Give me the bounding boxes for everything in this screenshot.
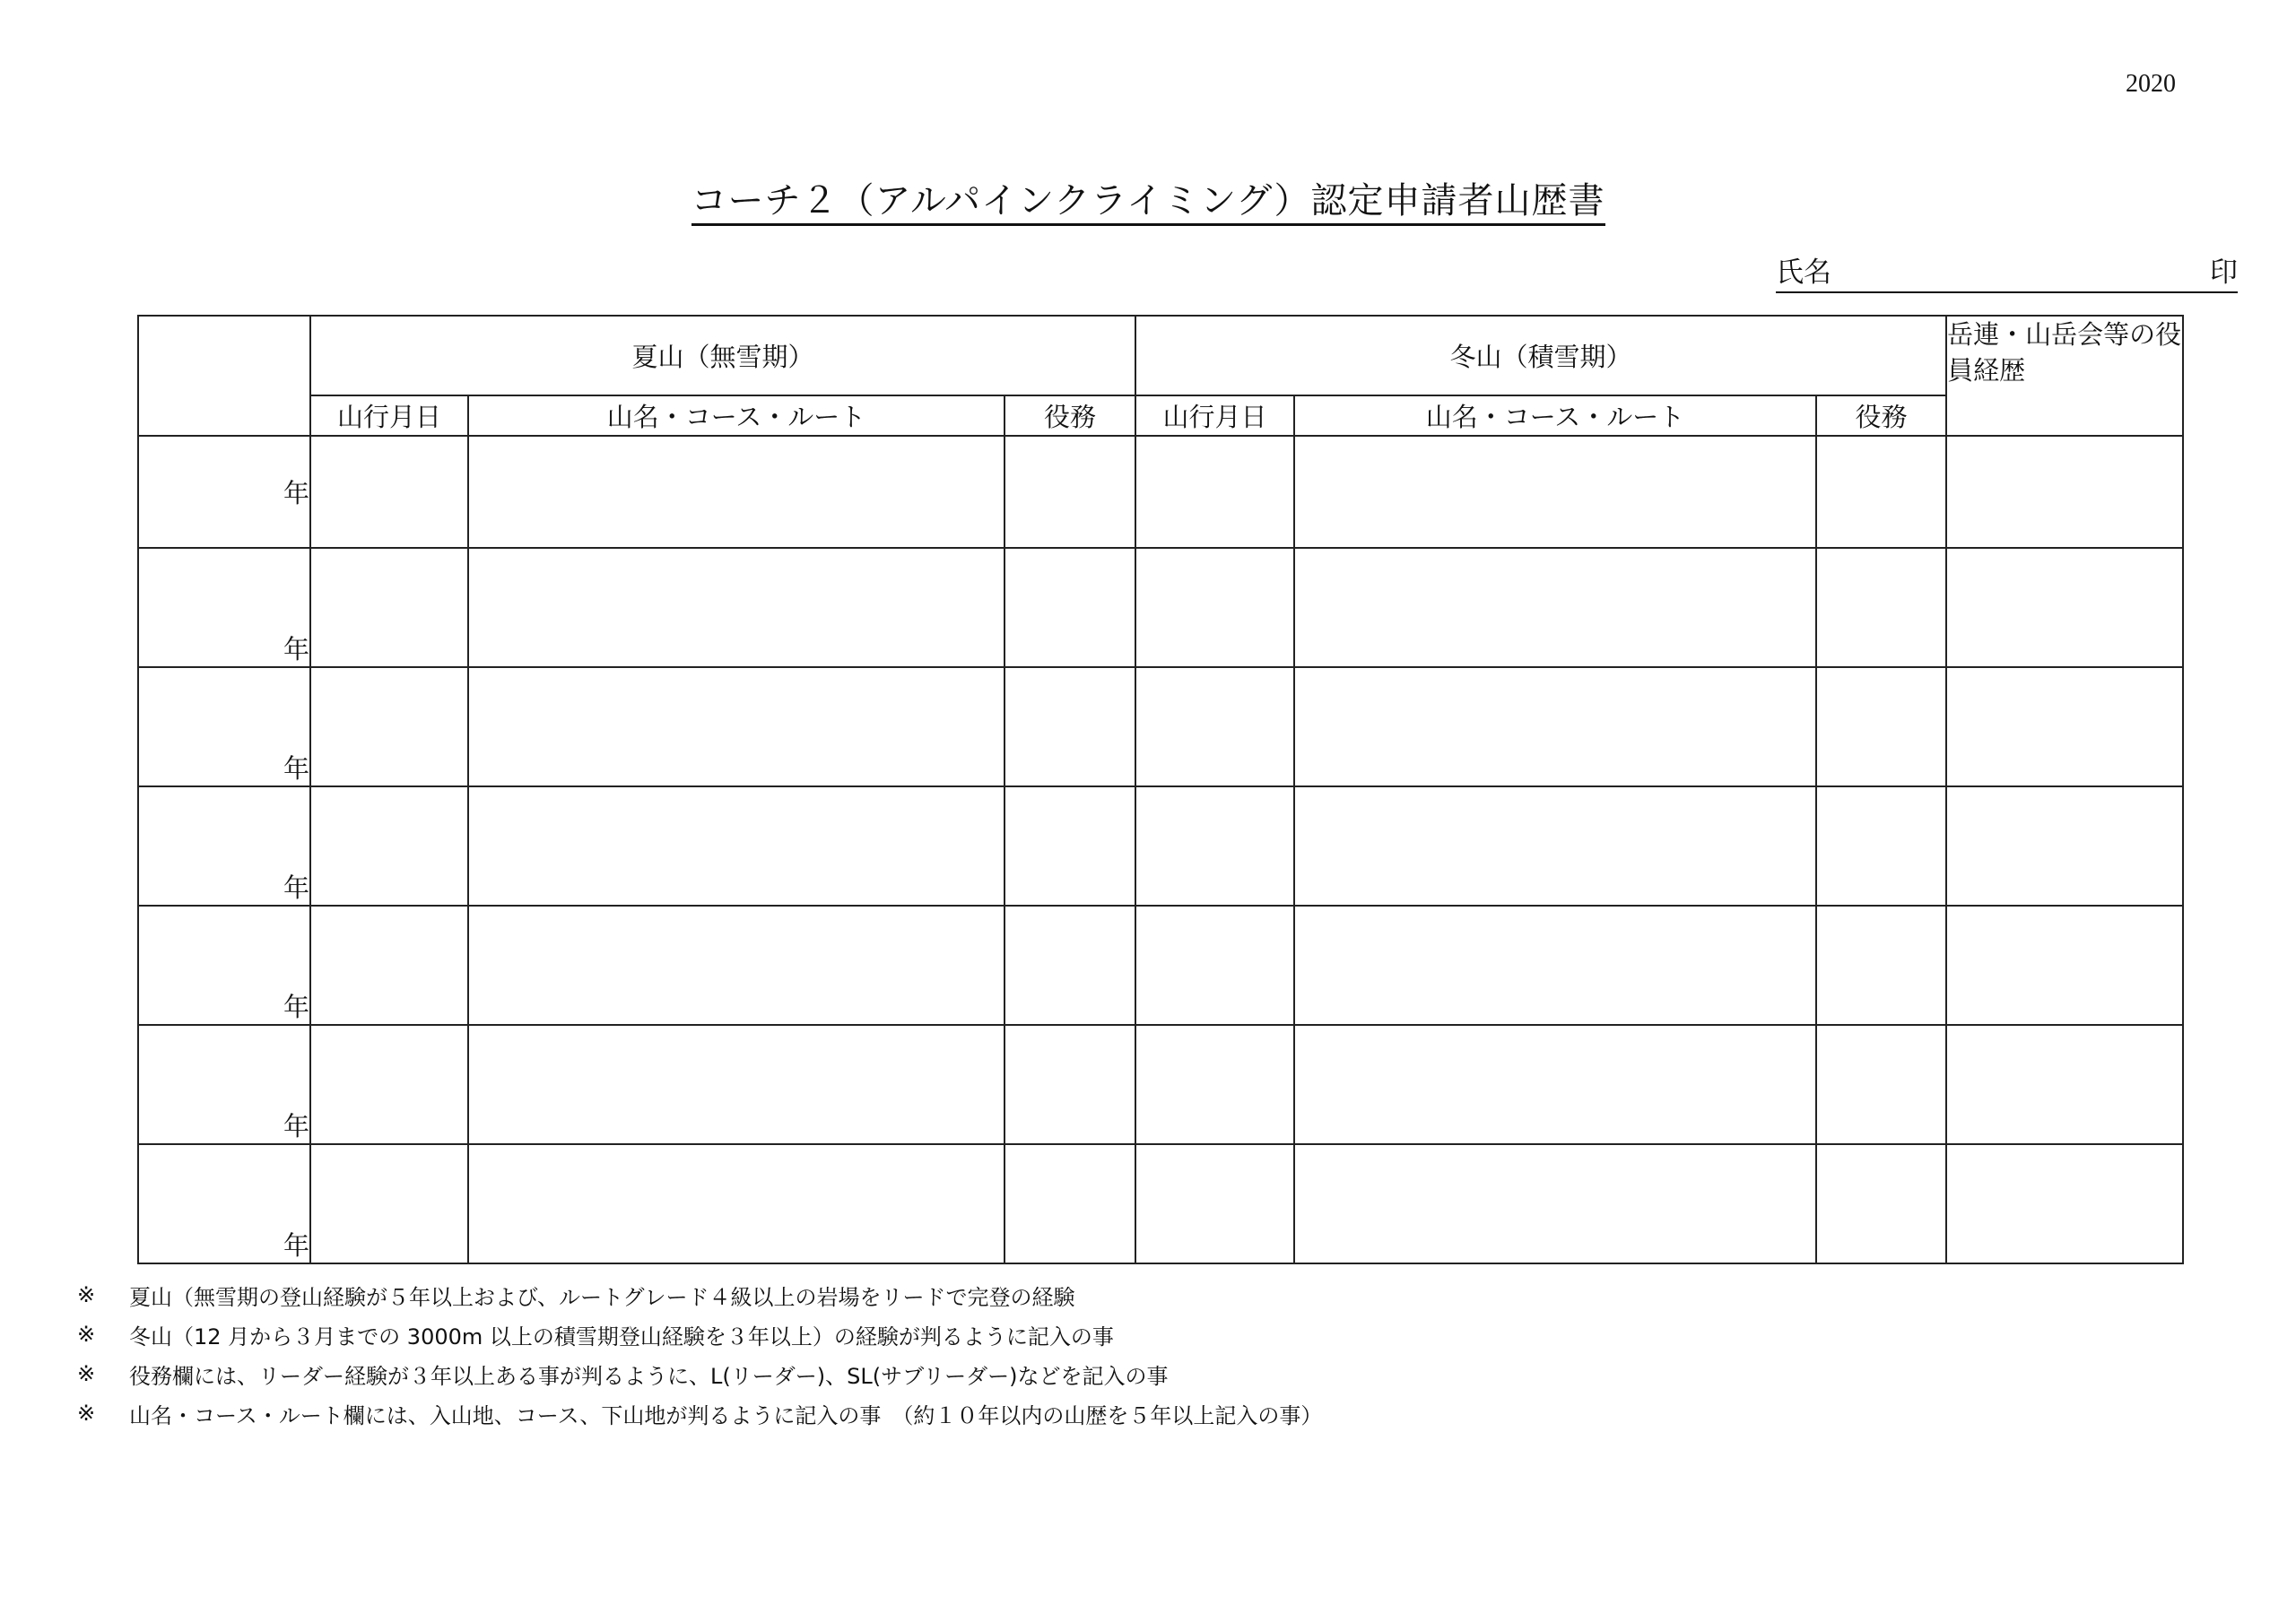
summer-date-header: 山行月日 xyxy=(310,395,468,436)
summer-role-cell[interactable] xyxy=(1004,1025,1135,1144)
winter-role-cell[interactable] xyxy=(1816,786,1946,906)
summer-date-cell[interactable] xyxy=(310,667,468,786)
winter-date-cell[interactable] xyxy=(1135,436,1294,548)
winter-route-cell[interactable] xyxy=(1294,436,1816,548)
table-row xyxy=(138,436,2183,548)
officer-history-cell[interactable] xyxy=(1946,548,2183,667)
note-mark: ※ xyxy=(77,1401,96,1426)
year-label-cell: 年 xyxy=(138,1144,310,1263)
seal-label: 印 xyxy=(2210,256,2238,289)
summer-role-cell[interactable] xyxy=(1004,548,1135,667)
mountain-history-table xyxy=(137,315,2184,1264)
applicant-name-field[interactable] xyxy=(1776,256,2238,293)
winter-date-cell[interactable] xyxy=(1135,1025,1294,1144)
winter-date-cell[interactable] xyxy=(1135,906,1294,1025)
winter-date-cell[interactable] xyxy=(1135,1144,1294,1263)
winter-date-cell[interactable] xyxy=(1135,667,1294,786)
note-item xyxy=(77,1275,1322,1315)
note-text: 役務欄には、リーダー経験が３年以上ある事が判るように、L(リーダー)、SL(サブリーダー)などを記入の事 xyxy=(129,1363,1169,1389)
officer-history-cell[interactable] xyxy=(1946,786,2183,906)
year-label-cell: 年 xyxy=(138,548,310,667)
winter-role-cell[interactable] xyxy=(1816,1025,1946,1144)
document-title: コーチ２（アルパインクライミング）認定申請者山歴書 xyxy=(691,180,1605,226)
name-label: 氏名 xyxy=(1776,256,1831,289)
summer-route-cell[interactable] xyxy=(468,436,1004,548)
year-label-cell: 年 xyxy=(138,667,310,786)
document-year: 2020 xyxy=(2126,70,2176,98)
year-label-cell: 年 xyxy=(138,436,310,548)
year-label-cell: 年 xyxy=(138,1025,310,1144)
winter-route-cell[interactable] xyxy=(1294,786,1816,906)
note-text: 夏山（無雪期の登山経験が５年以上および、ルートグレード４級以上の岩場をリードで完登の経験 xyxy=(129,1284,1075,1310)
winter-role-cell[interactable] xyxy=(1816,548,1946,667)
winter-role-cell[interactable] xyxy=(1816,436,1946,548)
summer-date-cell[interactable] xyxy=(310,548,468,667)
winter-role-cell[interactable] xyxy=(1816,667,1946,786)
officer-history-header: 岳連・山岳会等の役員経歴 xyxy=(1946,316,2183,436)
corner-cell xyxy=(138,316,310,436)
winter-route-cell[interactable] xyxy=(1294,667,1816,786)
summer-role-header: 役務 xyxy=(1004,395,1135,436)
note-mark: ※ xyxy=(77,1282,96,1307)
winter-route-cell[interactable] xyxy=(1294,1144,1816,1263)
winter-header: 冬山（積雪期） xyxy=(1135,316,1946,395)
summer-date-cell[interactable] xyxy=(310,786,468,906)
note-mark: ※ xyxy=(77,1361,96,1386)
year-label-cell: 年 xyxy=(138,786,310,906)
summer-header: 夏山（無雪期） xyxy=(310,316,1135,395)
summer-route-cell[interactable] xyxy=(468,786,1004,906)
table-row xyxy=(138,667,2183,786)
summer-role-cell[interactable] xyxy=(1004,436,1135,548)
note-mark: ※ xyxy=(77,1322,96,1347)
summer-role-cell[interactable] xyxy=(1004,1144,1135,1263)
winter-route-cell[interactable] xyxy=(1294,906,1816,1025)
notes-section xyxy=(77,1275,1322,1433)
winter-route-cell[interactable] xyxy=(1294,1025,1816,1144)
summer-date-cell[interactable] xyxy=(310,1025,468,1144)
note-text: 冬山（12 月から３月までの 3000m 以上の積雪期登山経験を３年以上）の経験が判るように記入の事 xyxy=(129,1324,1114,1350)
summer-role-cell[interactable] xyxy=(1004,667,1135,786)
table-row xyxy=(138,548,2183,667)
note-text: 山名・コース・ルート欄には、入山地、コース、下山地が判るように記入の事 （約１０年以内の山歴を５年以上記入の事） xyxy=(129,1402,1323,1428)
note-item xyxy=(77,1354,1322,1393)
summer-route-cell[interactable] xyxy=(468,667,1004,786)
table-row xyxy=(138,786,2183,906)
officer-history-cell[interactable] xyxy=(1946,1025,2183,1144)
officer-history-cell[interactable] xyxy=(1946,667,2183,786)
summer-role-cell[interactable] xyxy=(1004,786,1135,906)
document-title-wrapper xyxy=(0,172,2296,223)
winter-date-cell[interactable] xyxy=(1135,548,1294,667)
year-label-cell: 年 xyxy=(138,906,310,1025)
summer-role-cell[interactable] xyxy=(1004,906,1135,1025)
summer-date-cell[interactable] xyxy=(310,1144,468,1263)
table-row xyxy=(138,906,2183,1025)
winter-date-cell[interactable] xyxy=(1135,786,1294,906)
winter-route-header: 山名・コース・ルート xyxy=(1294,395,1816,436)
summer-route-cell[interactable] xyxy=(468,906,1004,1025)
summer-date-cell[interactable] xyxy=(310,906,468,1025)
winter-role-cell[interactable] xyxy=(1816,1144,1946,1263)
officer-history-cell[interactable] xyxy=(1946,436,2183,548)
winter-date-header: 山行月日 xyxy=(1135,395,1294,436)
summer-route-cell[interactable] xyxy=(468,1025,1004,1144)
winter-role-header: 役務 xyxy=(1816,395,1946,436)
summer-route-header: 山名・コース・ルート xyxy=(468,395,1004,436)
summer-date-cell[interactable] xyxy=(310,436,468,548)
note-item xyxy=(77,1393,1322,1433)
summer-route-cell[interactable] xyxy=(468,548,1004,667)
table-row xyxy=(138,1025,2183,1144)
officer-history-cell[interactable] xyxy=(1946,1144,2183,1263)
note-item xyxy=(77,1315,1322,1354)
winter-route-cell[interactable] xyxy=(1294,548,1816,667)
table-row xyxy=(138,1144,2183,1263)
summer-route-cell[interactable] xyxy=(468,1144,1004,1263)
winter-role-cell[interactable] xyxy=(1816,906,1946,1025)
officer-history-cell[interactable] xyxy=(1946,906,2183,1025)
